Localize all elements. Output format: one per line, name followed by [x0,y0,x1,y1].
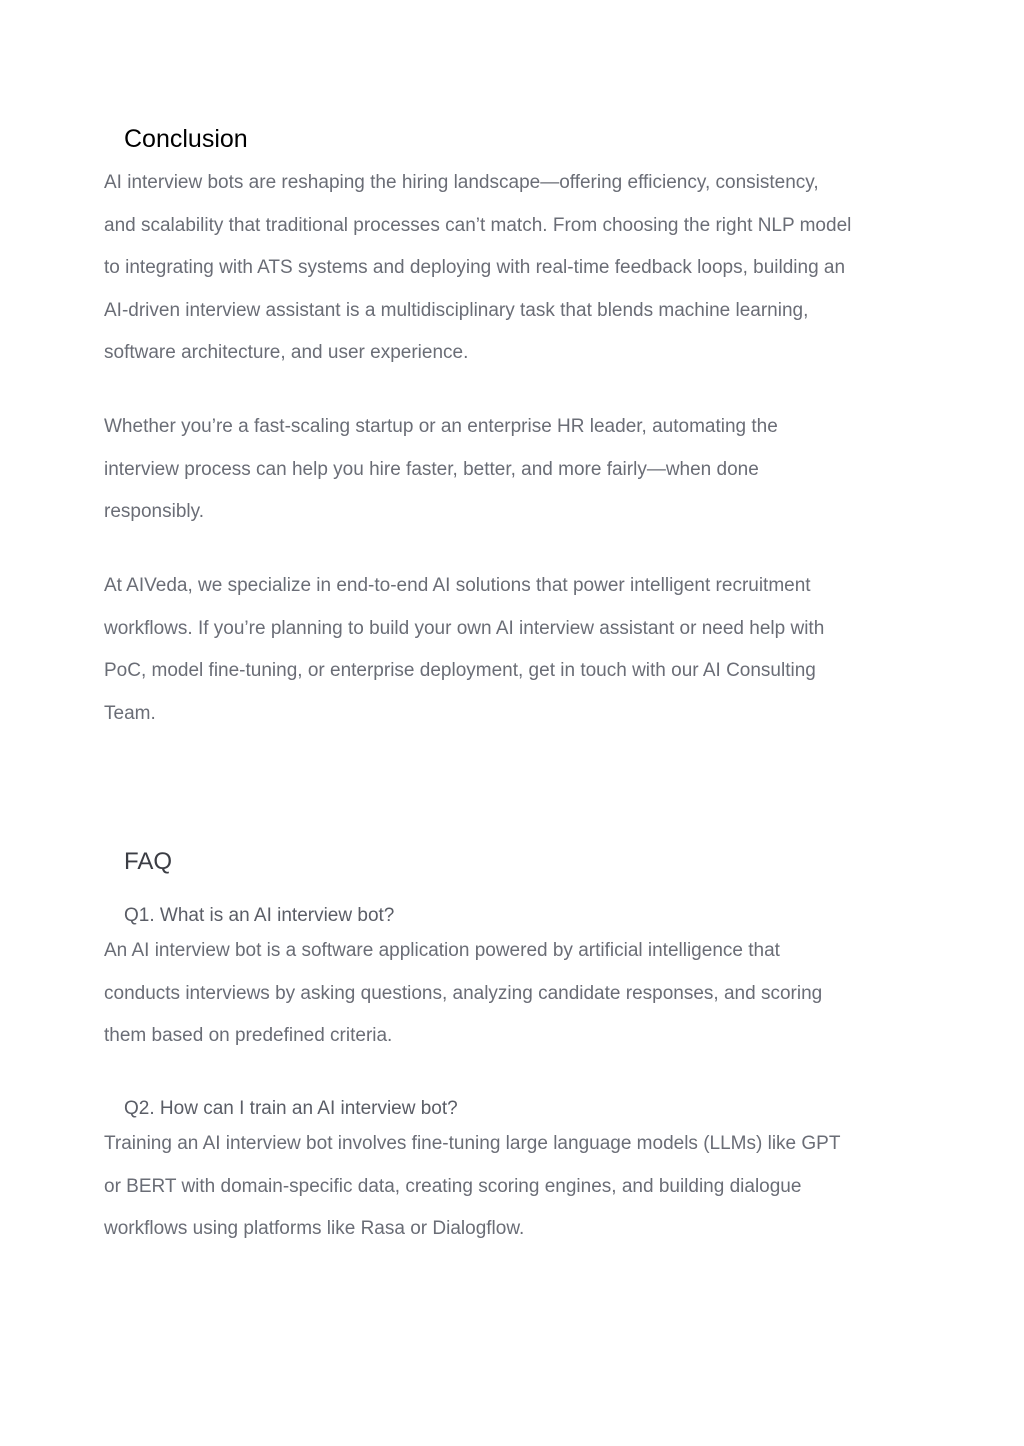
faq-answer-2 [104,1123,924,1251]
text-line: and scalability that traditional processes can’t match. From choosing the right NLP model [104,214,852,236]
text-line: At AIVeda, we specialize in end-to-end AI solutions that power intelligent recruitment [104,575,811,596]
text-line: Whether you’re a fast-scaling startup or an enterprise HR leader, automating the [104,416,778,437]
faq-question-1: Q1. What is an AI interview bot? [124,905,395,926]
text-line: interview process can help you hire faster, better, and more fairly—when done [104,458,759,480]
text-line: Training an AI interview bot involves fine-tuning large language models (LLMs) like GPT [104,1133,841,1154]
text-line: or BERT with domain-specific data, creating scoring engines, and building dialogue [104,1175,802,1197]
text-line: responsibly. [104,501,204,523]
text-line: AI interview bots are reshaping the hiring landscape—offering efficiency, consistency, [104,172,819,193]
text-line: conducts interviews by asking questions, analyzing candidate responses, and scoring [104,982,823,1004]
text-line: software architecture, and user experience. [104,342,469,364]
text-line: An AI interview bot is a software application powered by artificial intelligence that [104,940,780,961]
conclusion-paragraph-1 [104,162,924,375]
conclusion-paragraph-2 [104,406,924,534]
faq-answer-1 [104,930,924,1058]
conclusion-heading: Conclusion [124,125,248,153]
text-line: workflows using platforms like Rasa or Dialogflow. [104,1218,525,1240]
text-line: to integrating with ATS systems and deploying with real-time feedback loops, building an [104,257,846,279]
faq-question-2: Q2. How can I train an AI interview bot? [124,1098,458,1119]
text-line: them based on predefined criteria. [104,1025,393,1047]
text-line: workflows. If you’re planning to build your own AI interview assistant or need help with [104,617,825,639]
conclusion-paragraph-3 [104,565,924,735]
text-line: Team. [104,702,156,724]
text-line: PoC, model fine-tuning, or enterprise deployment, get in touch with our AI Consulting [104,660,816,682]
text-line: AI-driven interview assistant is a multidisciplinary task that blends machine learning, [104,299,809,321]
faq-heading: FAQ [124,848,173,875]
